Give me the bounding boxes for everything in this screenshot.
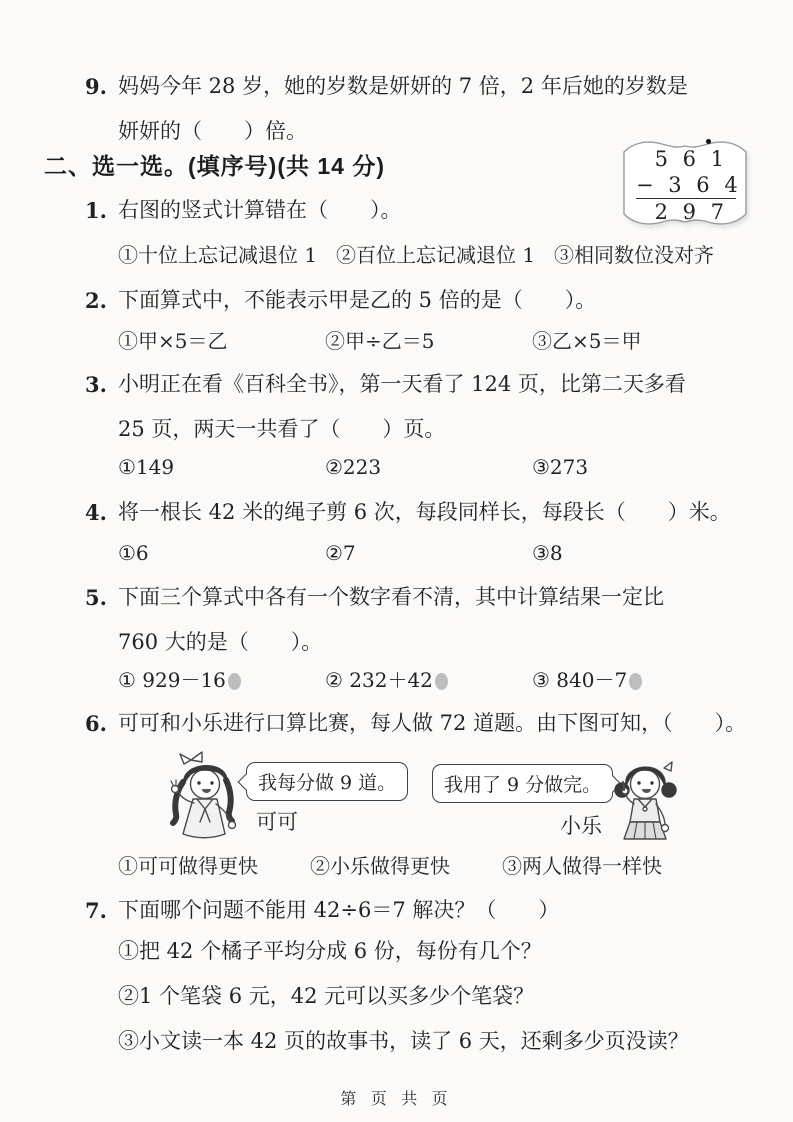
vertical-calculation-figure — [618, 134, 752, 234]
illegible-digit-blob — [629, 673, 642, 690]
question-6-option-2: ②小乐做得更快 — [310, 854, 450, 878]
question-4-options — [118, 531, 563, 576]
question-6-number: 6. — [85, 711, 107, 736]
question-6-figure — [150, 740, 760, 858]
question-5-line-1: 下面三个算式中各有一个数字看不清，其中计算结果一定比 — [118, 585, 664, 609]
question-3-line-2: 25 页，两天一共看了（ ）页。 — [118, 417, 446, 441]
question-5-options — [118, 658, 642, 703]
speech-bubble-keke — [246, 762, 408, 801]
question-5-option-2 — [325, 658, 532, 703]
question-5-option-1 — [118, 658, 325, 703]
question-1-option-2: ②百位上忘记减退位 1 — [336, 243, 536, 267]
question-9 — [85, 64, 688, 154]
question-7-option-1: ①把 42 个橘子平均分成 6 份，每份有几个？ — [118, 939, 542, 963]
question-7-number: 7. — [85, 898, 107, 923]
option-text: ② 232＋42 — [325, 668, 433, 692]
name-label-keke: 可可 — [256, 810, 298, 834]
question-3-option-3: ③273 — [532, 455, 589, 479]
option-text: ① 929－16 — [118, 668, 226, 692]
question-4-number: 4. — [85, 500, 107, 525]
page-footer: 第 页 共 页 — [340, 1091, 453, 1108]
question-6-options — [118, 844, 662, 889]
question-3-options — [118, 445, 588, 490]
question-9-line-2: 妍妍的（ ）倍。 — [118, 119, 307, 143]
question-2-option-1: ①甲×5＝乙 — [118, 329, 228, 353]
question-3 — [85, 362, 686, 452]
question-1-option-3: ③相同数位没对齐 — [554, 243, 714, 267]
question-7-text: 下面哪个问题不能用 42÷6＝7 解决？（ ） — [118, 898, 560, 922]
question-2 — [85, 278, 596, 323]
question-2-number: 2. — [85, 288, 107, 313]
question-7-option-2: ②1 个笔袋 6 元，42 元可以买多少个笔袋？ — [118, 984, 535, 1008]
speech-bubble-xiaole — [432, 764, 613, 803]
question-2-option-3: ③乙×5＝甲 — [532, 329, 642, 353]
illegible-digit-blob — [435, 673, 448, 690]
question-5-line-2: 760 大的是（ ）。 — [118, 630, 323, 654]
question-5-body — [118, 575, 664, 665]
question-1-text: 右图的竖式计算错在（ ）。 — [118, 198, 402, 222]
question-4-option-2: ②7 — [325, 541, 356, 565]
question-2-option-2: ②甲÷乙＝5 — [325, 329, 435, 353]
question-3-line-1: 小明正在看《百科全书》，第一天看了 124 页，比第二天多看 — [118, 372, 686, 396]
minuend-row: 5 6 1 — [654, 147, 728, 171]
speech-text-xiaole: 我用了 9 分做完。 — [444, 774, 602, 796]
question-1-options — [118, 233, 714, 278]
illegible-digit-blob — [228, 673, 241, 690]
subtrahend-row: − 3 6 4 — [636, 173, 742, 197]
question-4 — [85, 490, 731, 535]
question-4-text: 将一根长 42 米的绳子剪 6 次，每段同样长，每段长（ ）米。 — [118, 500, 731, 524]
question-1-option-1: ①十位上忘记减退位 1 — [118, 243, 318, 267]
question-7-options — [118, 929, 689, 1064]
girl-keke-illustration — [158, 748, 253, 848]
question-3-number: 3. — [85, 372, 107, 397]
borrow-dot — [706, 139, 711, 144]
question-2-options — [118, 319, 641, 364]
question-1-number: 1. — [85, 198, 107, 223]
question-4-option-3: ③8 — [532, 541, 563, 565]
name-label-xiaole: 小乐 — [560, 814, 602, 838]
difference-row: 2 9 7 — [636, 198, 736, 225]
question-5-number: 5. — [85, 585, 107, 610]
question-6-option-3: ③两人做得一样快 — [502, 854, 662, 878]
question-9-number: 9. — [85, 74, 107, 99]
question-2-text: 下面算式中，不能表示甲是乙的 5 倍的是（ ）。 — [118, 288, 597, 312]
question-6-text: 可可和小乐进行口算比赛，每人做 72 道题。由下图可知，（ ）。 — [118, 711, 747, 735]
question-3-option-1: ①149 — [118, 455, 175, 479]
speech-text-keke: 我每分做 9 道。 — [258, 772, 397, 794]
question-4-option-1: ①6 — [118, 541, 149, 565]
question-7 — [85, 888, 559, 933]
section-2-title: 二、选一选。(填序号)(共 14 分) — [44, 153, 385, 179]
girl-xiaole-illustration — [598, 750, 693, 850]
question-3-option-2: ②223 — [325, 455, 382, 479]
question-1 — [85, 188, 402, 233]
question-9-body — [118, 64, 688, 154]
question-5 — [85, 575, 664, 665]
vertical-subtraction — [636, 146, 742, 225]
question-3-body — [118, 362, 686, 452]
question-9-line-1: 妈妈今年 28 岁，她的岁数是妍妍的 7 倍，2 年后她的岁数是 — [118, 74, 688, 98]
question-7-option-3: ③小文读一本 42 页的故事书，读了 6 天，还剩多少页没读？ — [118, 1029, 689, 1053]
question-6-option-1: ①可可做得更快 — [118, 854, 258, 878]
question-5-option-3 — [532, 658, 642, 703]
option-text: ③ 840－7 — [532, 668, 628, 692]
